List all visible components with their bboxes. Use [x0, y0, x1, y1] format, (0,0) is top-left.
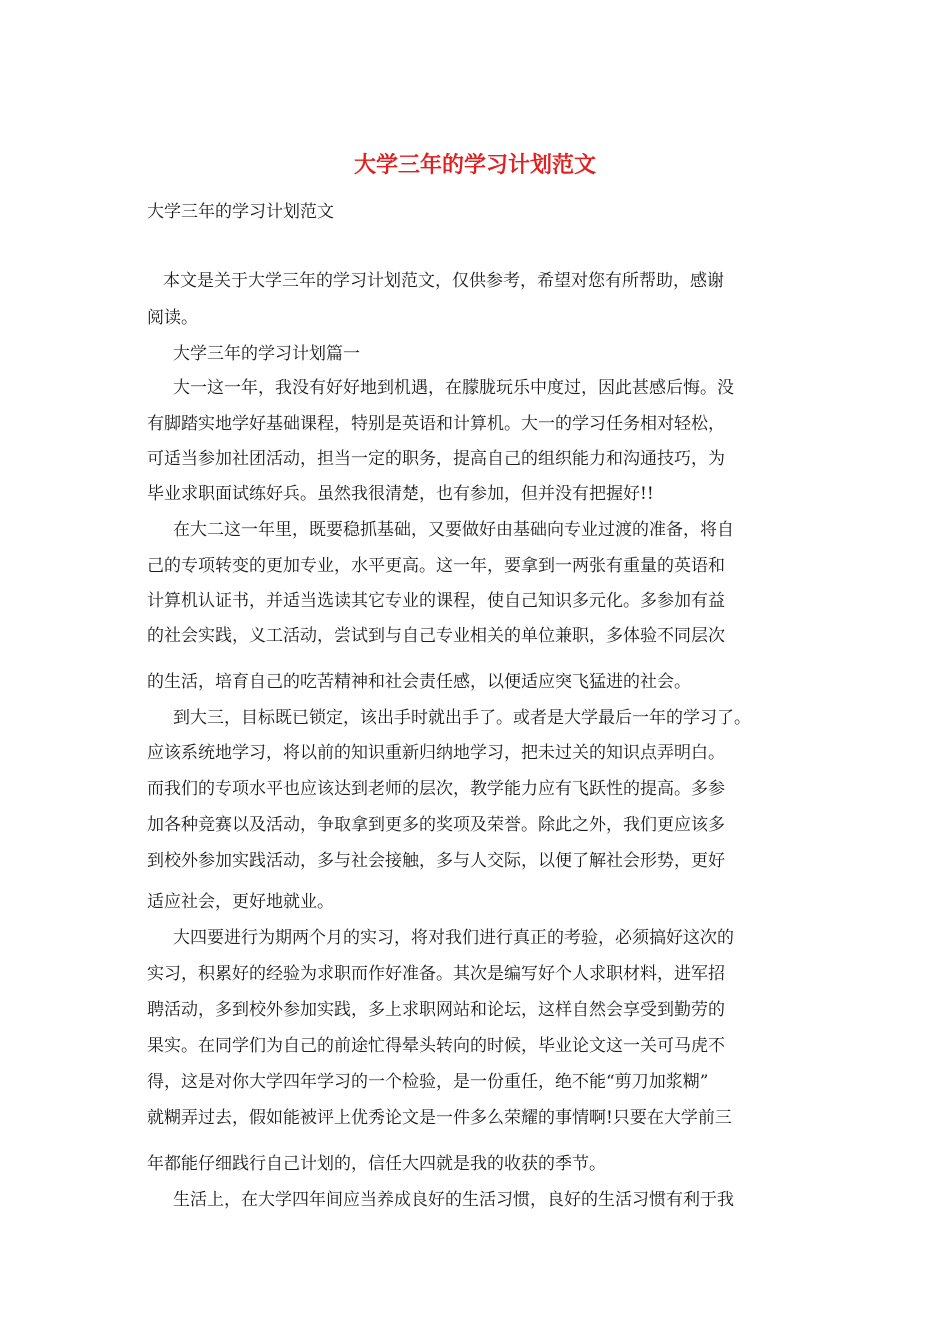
text-line: 己的专项转变的更加专业，水平更高。这一年，要拿到一两张有重量的英语和: [147, 556, 725, 576]
text-line: 在大二这一年里，既要稳抓基础，又要做好由基础向专业过渡的准备，将自: [173, 520, 734, 540]
text-line: 聘活动，多到校外参加实践，多上求职网站和论坛，这样自然会享受到勤劳的: [147, 1000, 725, 1020]
document-title: 大学三年的学习计划范文: [353, 152, 596, 178]
text-line: 年都能仔细践行自己计划的，信任大四就是我的收获的季节。: [147, 1154, 606, 1174]
text-line: 本文是关于大学三年的学习计划范文，仅供参考，希望对您有所帮助，感谢: [163, 271, 724, 291]
text-line: 计算机认证书，并适当选读其它专业的课程，使自己知识多元化。多参加有益: [147, 591, 725, 611]
text-line: 毕业求职面试练好兵。虽然我很清楚，也有参加，但并没有把握好!!: [147, 484, 654, 504]
text-line: 的生活，培育自己的吃苦精神和社会责任感，以便适应突飞猛进的社会。: [147, 672, 691, 692]
text-line: 得，这是对你大学四年学习的一个检验，是一份重任，绝不能“剪刀加浆糊”: [147, 1072, 709, 1092]
text-line: 就糊弄过去，假如能被评上优秀论文是一件多么荣耀的事情啊!只要在大学前三: [147, 1108, 732, 1128]
text-line: 生活上，在大学四年间应当养成良好的生活习惯，良好的生活习惯有利于我: [173, 1190, 734, 1210]
text-line: 到校外参加实践活动，多与社会接触，多与人交际，以便了解社会形势，更好: [147, 851, 725, 871]
text-line: 大一这一年，我没有好好地到机遇，在朦胧玩乐中度过，因此甚感后悔。没: [173, 378, 734, 398]
text-line: 有脚踏实地学好基础课程，特别是英语和计算机。大一的学习任务相对轻松，: [147, 414, 725, 434]
text-line: 应该系统地学习，将以前的知识重新归纳地学习，把未过关的知识点弄明白。: [147, 743, 725, 763]
text-line: 阅读。: [147, 308, 198, 328]
text-line: 的社会实践，义工活动，尝试到与自己专业相关的单位兼职，多体验不同层次: [147, 626, 725, 646]
text-line: 可适当参加社团活动，担当一定的职务，提高自己的组织能力和沟通技巧，为: [147, 449, 725, 469]
text-line: 加各种竞赛以及活动，争取拿到更多的奖项及荣誉。除此之外，我们更应该多: [147, 815, 725, 835]
text-line: 果实。在同学们为自己的前途忙得晕头转向的时候，毕业论文这一关可马虎不: [147, 1036, 725, 1056]
text-line: 适应社会，更好地就业。: [147, 892, 334, 912]
text-line: 而我们的专项水平也应该达到老师的层次，教学能力应有飞跃性的提高。多参: [147, 779, 725, 799]
text-line: 大学三年的学习计划篇一: [173, 344, 360, 364]
text-line: 大四要进行为期两个月的实习，将对我们进行真正的考验，必须搞好这次的: [173, 928, 734, 948]
text-line: 实习，积累好的经验为求职而作好准备。其次是编写好个人求职材料，进军招: [147, 964, 725, 984]
text-line: 到大三，目标既已锁定，该出手时就出手了。或者是大学最后一年的学习了。: [173, 708, 751, 728]
document-subtitle: 大学三年的学习计划范文: [147, 202, 334, 222]
